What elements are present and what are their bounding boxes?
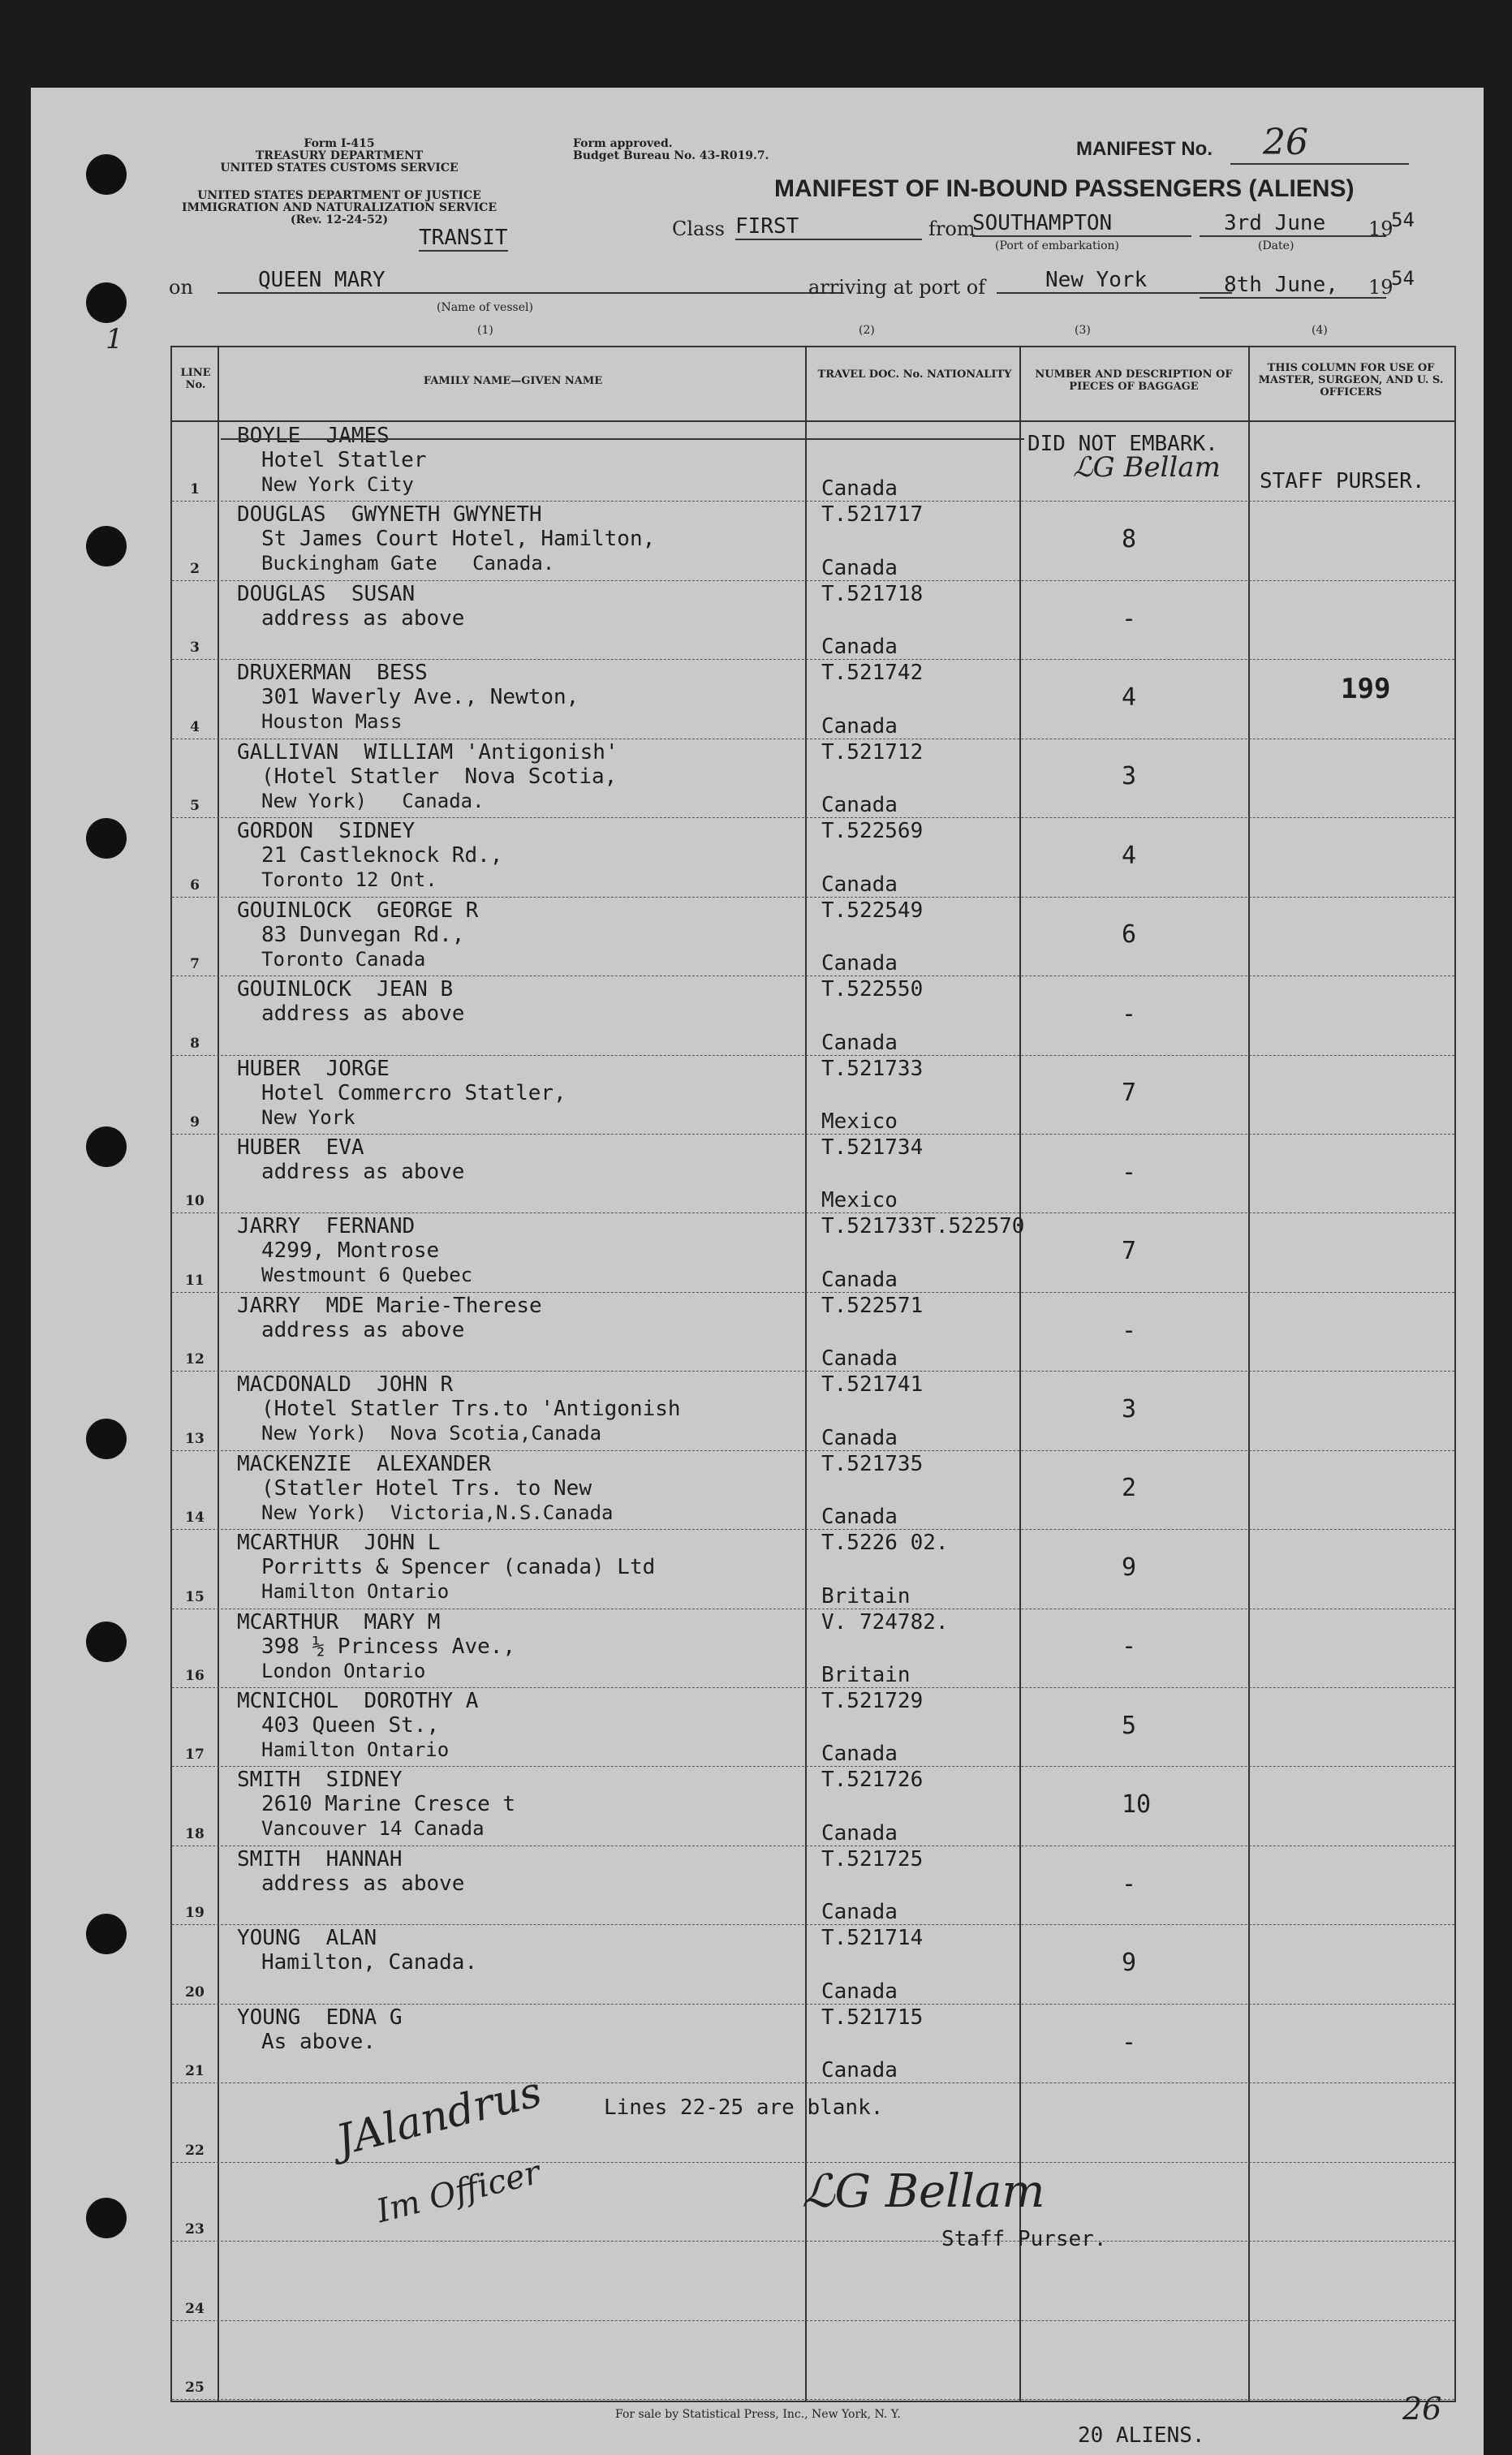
table-row <box>172 1687 1454 1767</box>
year2-prefix: 19 <box>1368 276 1394 299</box>
port-embark-caption: (Port of embarkation) <box>995 239 1119 252</box>
nationality: Canada <box>821 951 898 976</box>
travel-doc: T.522549 <box>821 898 924 923</box>
travel-doc: T.521741 <box>821 1372 924 1398</box>
travel-doc: T.5226 02. <box>821 1531 949 1556</box>
address-line-2: Hamilton Ontario <box>261 1738 450 1762</box>
nationality: Canada <box>821 793 898 818</box>
baggage-count: 7 <box>1122 1079 1137 1108</box>
passenger-name: GOUINLOCK GEORGE R <box>237 898 479 923</box>
baggage-count: - <box>1122 1869 1137 1898</box>
travel-doc: T.521733 <box>821 1056 924 1081</box>
lines-blank-note: Lines 22-25 are blank. <box>604 2095 884 2120</box>
punch-hole <box>86 1622 127 1662</box>
line-number: 16 <box>185 1668 205 1685</box>
corner-note: 26 <box>1402 2391 1442 2427</box>
line-number: 19 <box>185 1905 205 1922</box>
col-num-2: (2) <box>859 324 875 337</box>
line-number: 7 <box>190 956 200 973</box>
passenger-name: SMITH SIDNEY <box>237 1768 403 1793</box>
travel-doc: T.522571 <box>821 1293 924 1318</box>
passenger-name: GALLIVAN WILLIAM 'Antigonish' <box>237 739 618 764</box>
baggage-count: 5 <box>1122 1711 1137 1740</box>
address-line-1: 403 Queen St., <box>261 1713 440 1738</box>
address-line-2: Toronto 12 Ont. <box>261 868 437 892</box>
line-number: 15 <box>185 1588 205 1605</box>
line-number: 21 <box>185 2063 205 2080</box>
baggage-count: - <box>1122 604 1137 633</box>
address-line-1: address as above <box>261 1159 465 1184</box>
header-name: FAMILY NAME—GIVEN NAME <box>423 375 603 387</box>
table-row <box>172 1529 1454 1609</box>
table-row <box>172 1766 1454 1846</box>
address-line-2: Vancouver 14 Canada <box>261 1817 485 1841</box>
line-number: 14 <box>185 1510 205 1527</box>
address-line-2: New York <box>261 1105 355 1129</box>
passenger-name: MACDONALD JOHN R <box>237 1372 454 1398</box>
nationality: Canada <box>821 1505 898 1530</box>
baggage-count: - <box>1122 2027 1137 2057</box>
margin-mark: 1 <box>106 323 123 355</box>
nationality: Canada <box>821 1900 898 1925</box>
table-row <box>172 976 1454 1055</box>
nationality: Britain <box>821 1663 911 1688</box>
nationality: Canada <box>821 1979 898 2004</box>
baggage-count: 9 <box>1122 1949 1137 1978</box>
nationality: Canada <box>821 1820 898 1846</box>
travel-doc: T.521714 <box>821 1926 924 1951</box>
table-row <box>172 1846 1454 1925</box>
travel-doc: V. 724782. <box>821 1609 949 1635</box>
travel-doc: T.521742 <box>821 661 924 686</box>
line-number: 2 <box>190 560 200 577</box>
form-approved: Form approved. <box>573 137 673 150</box>
passenger-name: DOUGLAS GWYNETH GWYNETH <box>237 502 542 528</box>
address-line-2: Buckingham Gate Canada. <box>261 552 555 575</box>
col-num-3: (3) <box>1075 324 1091 337</box>
address-line-2: New York) Victoria,N.S.Canada <box>261 1501 614 1524</box>
approval-block <box>573 138 769 162</box>
justice-block <box>169 190 510 226</box>
manifest-title: MANIFEST OF IN-BOUND PASSENGERS (ALIENS) <box>774 175 1355 202</box>
table-row <box>172 1212 1454 1292</box>
line-number: 3 <box>190 640 200 657</box>
baggage-count: 2 <box>1122 1474 1137 1503</box>
table-row <box>172 1450 1454 1530</box>
bottom-note: 20 ALIENS. <box>1078 2423 1205 2448</box>
year1-prefix: 19 <box>1368 218 1394 240</box>
address-line-1: Hotel Statler <box>261 448 427 472</box>
embark-date: 3rd June <box>1200 211 1386 237</box>
line-number: 9 <box>190 1113 200 1131</box>
treasury-dept: TREASURY DEPARTMENT <box>255 149 424 162</box>
nationality: Britain <box>821 1583 911 1609</box>
header-row <box>172 347 1454 422</box>
punch-hole <box>86 1419 127 1459</box>
strike-line <box>221 438 1024 440</box>
baggage-count: 6 <box>1122 920 1137 950</box>
table-row <box>172 897 1454 976</box>
baggage-count: 3 <box>1122 1394 1137 1423</box>
address-line-1: Porritts & Spencer (canada) Ltd <box>261 1555 656 1580</box>
travel-doc: T.521735 <box>821 1451 924 1476</box>
nationality: Canada <box>821 1346 898 1372</box>
passenger-name: GOUINLOCK JEAN B <box>237 977 454 1002</box>
passenger-name: DRUXERMAN BESS <box>237 661 428 686</box>
line-number: 20 <box>185 1983 205 2001</box>
table-row <box>172 501 1454 580</box>
travel-doc: T.522569 <box>821 819 924 844</box>
travel-doc: T.522550 <box>821 977 924 1002</box>
on-label: on <box>169 276 193 299</box>
punch-hole <box>86 1914 127 1954</box>
address-line-1: St James Court Hotel, Hamilton, <box>261 527 656 552</box>
passenger-name: MCARTHUR MARY M <box>237 1609 441 1635</box>
nationality: Canada <box>821 1030 898 1055</box>
address-line-2: Westmount 6 Quebec <box>261 1264 473 1287</box>
travel-doc: T.521725 <box>821 1846 924 1871</box>
line-number: 4 <box>190 718 200 735</box>
manifest-no-value: 26 <box>1230 122 1409 165</box>
nationality: Mexico <box>821 1188 898 1213</box>
vessel-caption: (Name of vessel) <box>437 301 533 314</box>
baggage-count: 10 <box>1122 1790 1152 1820</box>
nationality: Canada <box>821 713 898 739</box>
class-label: Class <box>672 218 725 240</box>
line-number: 23 <box>185 2221 205 2238</box>
manifest-no-label: MANIFEST No. <box>1076 138 1213 160</box>
line-number: 25 <box>185 2379 205 2396</box>
table-row <box>172 2241 1454 2320</box>
header-line-no: LINE No. <box>180 367 211 391</box>
table-row <box>172 1292 1454 1372</box>
baggage-count: 7 <box>1122 1237 1137 1266</box>
line-number: 11 <box>185 1272 205 1289</box>
punch-hole <box>86 526 127 566</box>
passenger-name: GORDON SIDNEY <box>237 819 416 844</box>
nationality: Canada <box>821 1425 898 1450</box>
customs-service: UNITED STATES CUSTOMS SERVICE <box>220 162 459 174</box>
travel-doc: T.521726 <box>821 1768 924 1793</box>
baggage-count: - <box>1122 1632 1137 1661</box>
table-row <box>172 1924 1454 2004</box>
table-row <box>172 1134 1454 1213</box>
address-line-1: As above. <box>261 2029 376 2054</box>
passenger-name: DOUGLAS SUSAN <box>237 581 416 606</box>
punch-hole <box>86 1126 127 1167</box>
arriving-label: arriving at port of <box>808 276 986 299</box>
table-row <box>172 580 1454 660</box>
count-199: 199 <box>1341 673 1391 705</box>
passenger-name: MACKENZIE ALEXANDER <box>237 1451 492 1476</box>
line-number: 8 <box>190 1035 200 1052</box>
staff-purser-2: Staff Purser. <box>941 2227 1107 2251</box>
nationality: Canada <box>821 555 898 580</box>
staff-purser-annotation: STAFF PURSER. <box>1260 469 1425 493</box>
nationality: Canada <box>821 872 898 897</box>
year1: 54 <box>1391 209 1415 231</box>
line-number: 6 <box>190 876 200 894</box>
header-travel: TRAVEL DOC. No. NATIONALITY <box>817 368 1012 381</box>
footer-note: For sale by Statistical Press, Inc., New York, N. Y. <box>615 2408 901 2421</box>
punch-hole <box>86 282 127 323</box>
travel-doc: T.521718 <box>821 581 924 606</box>
transit-label: TRANSIT <box>419 226 508 250</box>
nationality: Mexico <box>821 1109 898 1134</box>
col-num-1: (1) <box>477 324 493 337</box>
address-line-2: Toronto Canada <box>261 947 426 971</box>
nationality: Canada <box>821 1267 898 1292</box>
address-line-1: (Hotel Statler Nova Scotia, <box>261 764 618 789</box>
header-baggage: NUMBER AND DESCRIPTION OF PIECES OF BAGGAGE <box>1035 368 1233 393</box>
purser-signature-2: ℒG Bellam <box>802 2165 1045 2218</box>
nationality: Canada <box>821 476 898 502</box>
table-row <box>172 2320 1454 2400</box>
officer-signature-note: Im Officer <box>373 2153 545 2231</box>
baggage-count: - <box>1122 999 1137 1028</box>
address-line-1: (Statler Hotel Trs. to New <box>261 1475 592 1501</box>
justice-dept: UNITED STATES DEPARTMENT OF JUSTICE <box>197 189 481 202</box>
ins-service: IMMIGRATION AND NATURALIZATION SERVICE <box>182 201 497 214</box>
manifest-table <box>170 346 1456 2402</box>
address-line-1: (Hotel Statler Trs.to 'Antigonish <box>261 1397 681 1422</box>
address-line-1: 83 Dunvegan Rd., <box>261 922 465 947</box>
purser-signature-1: ℒG Bellam <box>1073 451 1221 484</box>
address-line-1: address as above <box>261 1001 465 1027</box>
line-number: 13 <box>185 1430 205 1447</box>
punch-hole <box>86 154 127 195</box>
baggage-count: - <box>1122 1157 1137 1187</box>
passenger-name: YOUNG EDNA G <box>237 2005 403 2030</box>
nationality: Canada <box>821 635 898 660</box>
baggage-count: 3 <box>1122 762 1137 791</box>
header-officers: THIS COLUMN FOR USE OF MASTER, SURGEON, AND U. S. OFFICERS <box>1258 362 1444 398</box>
col-num-4: (4) <box>1312 324 1328 337</box>
baggage-count: 4 <box>1122 683 1137 713</box>
baggage-count: 9 <box>1122 1553 1137 1582</box>
revision: (Rev. 12-24-52) <box>290 213 389 226</box>
nationality: Canada <box>821 1742 898 1767</box>
from-label: from <box>928 218 976 240</box>
date-caption: (Date) <box>1258 239 1294 252</box>
passenger-name: JARRY FERNAND <box>237 1214 416 1239</box>
table-row <box>172 2004 1454 2083</box>
from-value: SOUTHAMPTON <box>972 211 1191 237</box>
line-number: 5 <box>190 798 200 815</box>
address-line-2: Houston Mass <box>261 710 403 734</box>
travel-doc: T.521717 <box>821 502 924 528</box>
nationality: Canada <box>821 2058 898 2083</box>
passenger-name: HUBER JORGE <box>237 1056 390 1081</box>
line-number: 18 <box>185 1825 205 1842</box>
address-line-1: 398 ½ Princess Ave., <box>261 1634 516 1659</box>
address-line-2: New York) Canada. <box>261 789 485 812</box>
passenger-name: MCNICHOL DOROTHY A <box>237 1689 479 1714</box>
travel-doc: T.521734 <box>821 1135 924 1160</box>
line-number: 22 <box>185 2142 205 2159</box>
travel-doc: T.521733T.522570 <box>821 1214 1025 1239</box>
passenger-name: MCARTHUR JOHN L <box>237 1531 441 1556</box>
class-value: FIRST <box>735 214 922 240</box>
travel-doc: T.521729 <box>821 1689 924 1714</box>
arrival-date: 8th June, <box>1200 273 1386 299</box>
address-line-2: New York City <box>261 473 414 496</box>
punch-hole <box>86 2198 127 2238</box>
line-number: 17 <box>185 1746 205 1764</box>
manifest-page <box>31 88 1484 2455</box>
baggage-count: 8 <box>1122 525 1137 554</box>
passenger-name: HUBER EVA <box>237 1135 364 1160</box>
address-line-1: 4299, Montrose <box>261 1238 440 1264</box>
line-number: 12 <box>185 1351 205 1368</box>
address-line-1: Hamilton, Canada. <box>261 1950 478 1975</box>
did-not-embark: DID NOT EMBARK. <box>1027 432 1218 456</box>
budget-bureau: Budget Bureau No. 43-R019.7. <box>573 149 769 162</box>
passenger-name: BOYLE JAMES <box>237 424 390 448</box>
baggage-count: - <box>1122 1316 1137 1345</box>
arrival-port: New York <box>997 268 1232 294</box>
table-row <box>172 817 1454 897</box>
officer-signature: JAlandrus <box>331 2067 547 2166</box>
table-row <box>172 1371 1454 1450</box>
year2: 54 <box>1391 267 1415 290</box>
form-id-block <box>201 138 477 174</box>
address-line-1: 2610 Marine Cresce t <box>261 1792 516 1817</box>
table-row <box>172 1609 1454 1688</box>
address-line-2: New York) Nova Scotia,Canada <box>261 1422 602 1445</box>
form-number: Form I-415 <box>304 137 375 150</box>
address-line-1: address as above <box>261 1871 465 1896</box>
address-line-1: address as above <box>261 605 465 631</box>
address-line-2: London Ontario <box>261 1659 426 1682</box>
vessel-name: QUEEN MARY <box>218 268 842 294</box>
punch-hole <box>86 818 127 859</box>
travel-doc: T.521712 <box>821 739 924 764</box>
line-number: 10 <box>185 1193 205 1210</box>
line-number: 24 <box>185 2300 205 2317</box>
table-row <box>172 659 1454 739</box>
passenger-name: JARRY MDE Marie-Therese <box>237 1293 542 1318</box>
address-line-1: 301 Waverly Ave., Newton, <box>261 685 579 710</box>
passenger-name: YOUNG ALAN <box>237 1926 377 1951</box>
address-line-2: Hamilton Ontario <box>261 1580 450 1604</box>
travel-doc: T.521715 <box>821 2005 924 2030</box>
baggage-count: 4 <box>1122 841 1137 870</box>
table-row <box>172 1055 1454 1135</box>
address-line-1: Hotel Commercro Statler, <box>261 1080 566 1105</box>
passenger-name: SMITH HANNAH <box>237 1846 403 1871</box>
table-row <box>172 739 1454 818</box>
address-line-1: address as above <box>261 1317 465 1342</box>
address-line-1: 21 Castleknock Rd., <box>261 843 503 868</box>
line-number: 1 <box>190 481 200 498</box>
